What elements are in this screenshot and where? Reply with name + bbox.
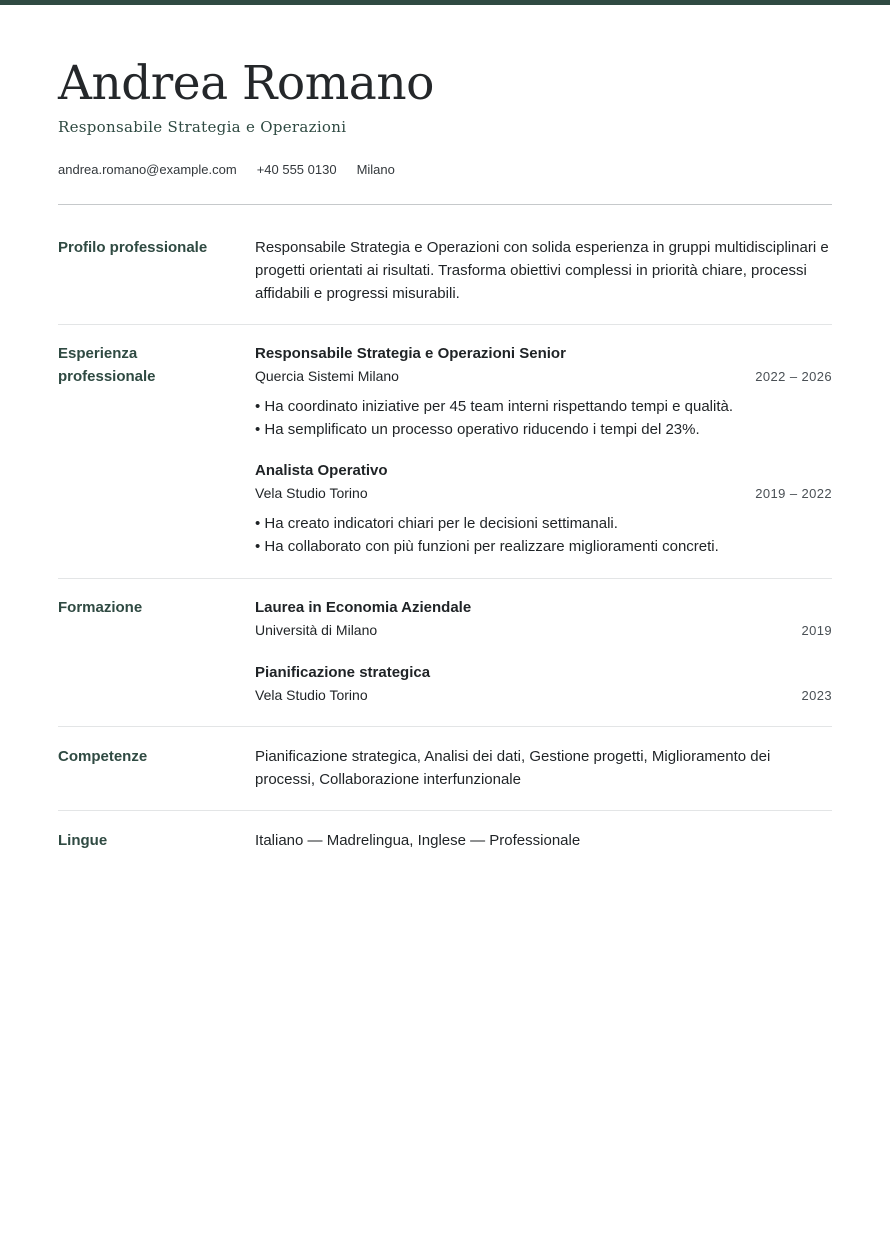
section-title-skills: Competenze	[58, 748, 148, 765]
education-org: Università di Milano	[255, 622, 378, 638]
section-divider	[58, 324, 832, 325]
education-entry	[255, 661, 832, 707]
bullet-item: • Ha coordinato iniziative per 45 team interni rispettando tempi e qualità.	[255, 395, 832, 418]
section-divider	[58, 578, 832, 579]
contact-city: Milano	[356, 162, 395, 177]
bullet-item: • Ha semplificato un processo operativo riducendo i tempi del 23%.	[255, 418, 832, 441]
experience-entry	[255, 342, 832, 441]
profile-text: Responsabile Strategia e Operazioni con solida esperienza in gruppi multidisciplinari e progetti orientati ai risultati. Trasforma obiettivi complessi in priorità chiare, processi affidabili e progressi misurabili.	[255, 239, 829, 302]
experience-role: Analista Operativo	[255, 462, 388, 479]
experience-dates: 2019 – 2022	[755, 486, 832, 501]
education-meta	[255, 684, 832, 707]
experience-bullets	[255, 512, 832, 558]
experience-role: Responsabile Strategia e Operazioni Senior	[255, 345, 566, 362]
candidate-name: Andrea Romano	[58, 56, 434, 111]
education-degree: Laurea in Economia Aziendale	[255, 599, 472, 616]
experience-meta	[255, 365, 832, 388]
education-meta	[255, 619, 832, 642]
section-divider	[58, 726, 832, 727]
bullet-item: • Ha collaborato con più funzioni per realizzare miglioramenti concreti.	[255, 535, 832, 558]
skills-text: Pianificazione strategica, Analisi dei dati, Gestione progetti, Miglioramento dei processi, Collaborazione interfunzionale	[255, 748, 771, 788]
bullet-item: • Ha creato indicatori chiari per le decisioni settimanali.	[255, 512, 832, 535]
education-year: 2023	[801, 688, 832, 703]
experience-list	[255, 342, 832, 558]
header-divider	[58, 204, 832, 205]
experience-entry	[255, 459, 832, 558]
section-title-profile: Profilo professionale	[58, 239, 208, 256]
education-degree: Pianificazione strategica	[255, 664, 431, 681]
section-title-experience: Esperienza professionale	[58, 345, 156, 385]
education-year: 2019	[801, 623, 832, 638]
experience-meta	[255, 482, 832, 505]
experience-org: Vela Studio Torino	[255, 485, 368, 501]
experience-org: Quercia Sistemi Milano	[255, 368, 399, 384]
education-entry	[255, 596, 832, 642]
experience-dates: 2022 – 2026	[755, 369, 832, 384]
candidate-role: Responsabile Strategia e Operazioni	[58, 118, 347, 136]
top-accent-bar	[0, 0, 890, 5]
section-title-languages: Lingue	[58, 832, 108, 849]
education-list	[255, 596, 832, 707]
languages-text: Italiano — Madrelingua, Inglese — Professionale	[255, 832, 581, 849]
contact-email[interactable]: andrea.romano@example.com	[58, 162, 237, 177]
contact-phone[interactable]: +40 555 0130	[256, 162, 337, 177]
section-title-education: Formazione	[58, 599, 143, 616]
section-divider	[58, 810, 832, 811]
contact-line	[58, 161, 395, 179]
education-org: Vela Studio Torino	[255, 687, 368, 703]
experience-bullets	[255, 395, 832, 441]
